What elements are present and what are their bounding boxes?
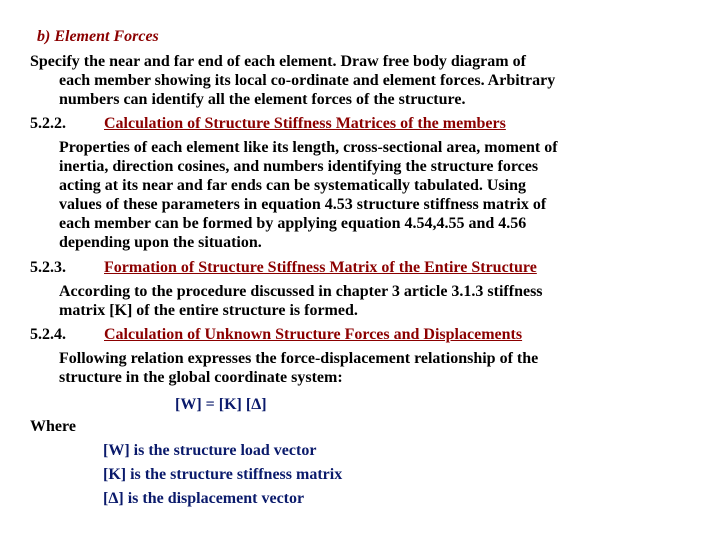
where-label: Where: [30, 418, 76, 435]
section-heading-5-2-2: [30, 114, 506, 133]
section-title: Formation of Structure Stiffness Matrix of the Entire Structure: [104, 259, 537, 276]
paragraph-line: each member can be formed by applying equation 4.54,4.55 and 4.56: [59, 215, 527, 232]
subheading-element-forces: b) Element Forces: [37, 28, 159, 45]
section-number: 5.2.4.: [30, 326, 66, 343]
paragraph-line: acting at its near and far ends can be systematically tabulated. Using: [59, 177, 526, 194]
paragraph-line: Specify the near and far end of each element. Draw free body diagram of: [30, 53, 526, 70]
paragraph-line: inertia, direction cosines, and numbers identifying the structure forces: [59, 158, 539, 175]
paragraph-line: According to the procedure discussed in chapter 3 article 3.1.3 stiffness: [59, 283, 543, 300]
definition-stiffness-matrix: [K] is the structure stiffness matrix: [103, 466, 343, 483]
section-title: Calculation of Unknown Structure Forces and Displacements: [104, 326, 523, 343]
paragraph-line: depending upon the situation.: [59, 234, 262, 251]
section-number: 5.2.2.: [30, 115, 66, 132]
equation: [W] = [K] [Δ]: [175, 396, 267, 413]
paragraph-line: each member showing its local co-ordinate and element forces. Arbitrary: [59, 72, 556, 89]
paragraph-line: structure in the global coordinate system:: [59, 369, 343, 386]
paragraph-line: Following relation expresses the force-displacement relationship of the: [59, 350, 539, 367]
paragraph-line: Properties of each element like its length, cross-sectional area, moment of: [59, 139, 558, 156]
paragraph-line: values of these parameters in equation 4.53 structure stiffness matrix of: [59, 196, 547, 213]
section-heading-5-2-4: [30, 325, 522, 344]
definition-load-vector: [W] is the structure load vector: [103, 442, 317, 459]
definition-displacement-vector: [Δ] is the displacement vector: [103, 490, 305, 507]
section-heading-5-2-3: [30, 258, 537, 277]
paragraph-line: numbers can identify all the element forces of the structure.: [59, 91, 466, 108]
section-title: Calculation of Structure Stiffness Matrices of the members: [104, 115, 506, 132]
paragraph-line: matrix [K] of the entire structure is formed.: [59, 302, 358, 319]
section-number: 5.2.3.: [30, 259, 66, 276]
